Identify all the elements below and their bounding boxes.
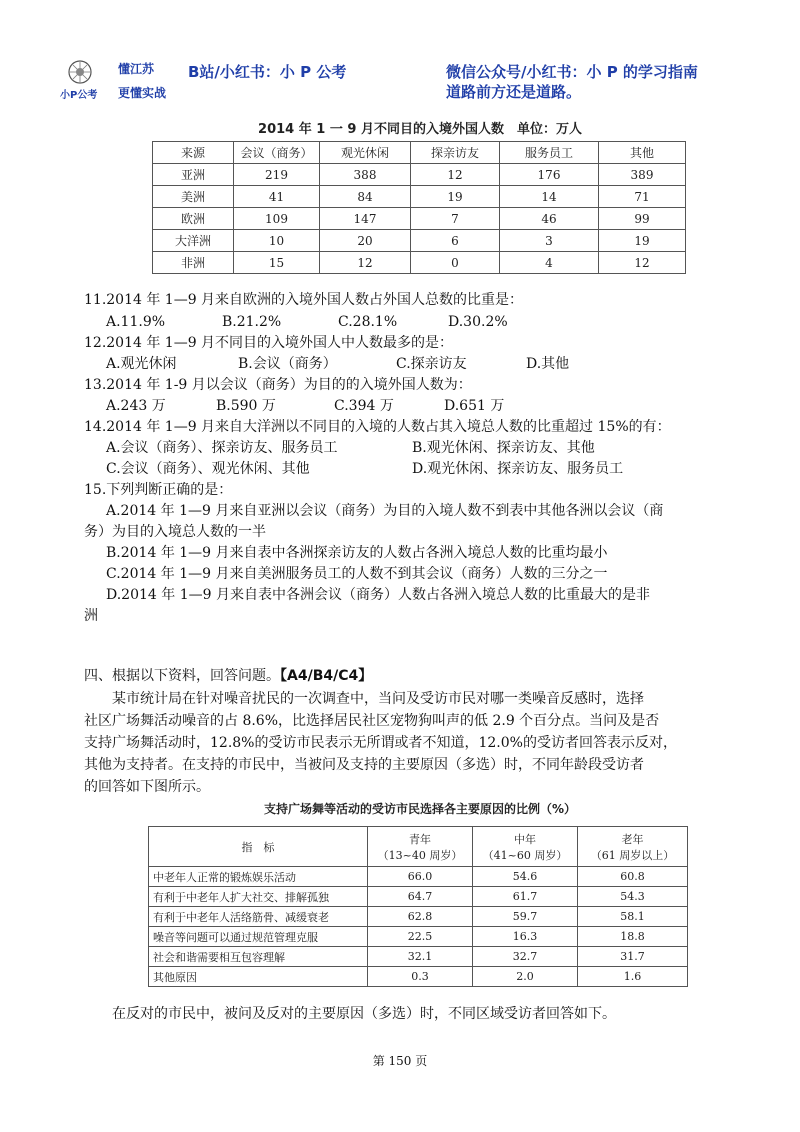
col-name: 中年 bbox=[514, 832, 536, 846]
table2-cell: 1.6 bbox=[578, 967, 688, 987]
table1-cell: 美洲 bbox=[153, 186, 234, 208]
page-number: 第 150 页 bbox=[372, 1054, 428, 1068]
header-right-line2: 道路前方还是道路。 bbox=[446, 83, 582, 101]
table2-cell: 16.3 bbox=[473, 927, 578, 947]
section4-title: 四、根据以下资料，回答问题。 bbox=[84, 668, 280, 684]
table1-cell: 0 bbox=[411, 252, 500, 274]
header-left-text: B站/小红书：小 P 公考 bbox=[188, 63, 347, 81]
table1-cell: 46 bbox=[500, 208, 599, 230]
table1-cell: 147 bbox=[320, 208, 411, 230]
logo-brand: 小P公考 bbox=[60, 90, 98, 101]
table2-header-index: 指 标 bbox=[149, 827, 368, 867]
q11-option-a: A.11.9% bbox=[106, 314, 166, 330]
table1-cell: 99 bbox=[599, 208, 686, 230]
table2-cell: 有利于中老年人活络筋骨、减缓衰老 bbox=[149, 907, 368, 927]
table2-cell: 54.3 bbox=[578, 887, 688, 907]
q12-option-d: D.其他 bbox=[526, 356, 570, 372]
q13-option-b: B.590 万 bbox=[216, 398, 276, 414]
table1-cell: 大洋洲 bbox=[153, 230, 234, 252]
q15-option-c: C.2014 年 1—9 月来自美洲服务员工的人数不到其会议（商务）人数的三分之一 bbox=[106, 566, 608, 582]
para-line: 社区广场舞活动噪音的占 8.6%，比选择居民社区宠物狗叫声的低 2.9 个百分点。当问及是否 bbox=[84, 713, 660, 729]
table2-cell: 32.7 bbox=[473, 947, 578, 967]
q13-option-a: A.243 万 bbox=[106, 398, 166, 414]
q11-option-c: C.28.1% bbox=[338, 314, 398, 330]
col-name: 青年 bbox=[409, 832, 431, 846]
para-line: 某市统计局在针对噪音扰民的一次调查中，当问及受访市民对哪一类噪音反感时，选择 bbox=[112, 691, 644, 707]
q14-stem: 14.2014 年 1—9 月来自大洋洲以不同目的入境的人数占其入境总人数的比重超过 15%的有： bbox=[84, 419, 671, 435]
table1-header-cell: 其他 bbox=[599, 142, 686, 164]
table1-cell: 19 bbox=[411, 186, 500, 208]
col-sub: （61 周岁以上） bbox=[590, 848, 675, 862]
logo-icon bbox=[58, 58, 102, 88]
q14-option-d: D.观光休闲、探亲访友、服务员工 bbox=[412, 461, 624, 477]
q12-options bbox=[106, 354, 569, 375]
q14-options-row1 bbox=[106, 438, 595, 459]
closing-sentence: 在反对的市民中，被问及反对的主要原因（多选）时，不同区域受访者回答如下。 bbox=[112, 1006, 616, 1022]
table-row bbox=[149, 907, 688, 927]
col-sub: （41~60 周岁） bbox=[482, 848, 568, 862]
section4-heading bbox=[84, 666, 372, 687]
table1-cell: 84 bbox=[320, 186, 411, 208]
table2-header-col bbox=[473, 827, 578, 867]
table2-cell: 66.0 bbox=[368, 867, 473, 887]
q11-option-b: B.21.2% bbox=[222, 314, 282, 330]
table1-cell: 非洲 bbox=[153, 252, 234, 274]
table2-cell: 62.8 bbox=[368, 907, 473, 927]
table1-header-cell: 探亲访友 bbox=[411, 142, 500, 164]
table2-caption: 支持广场舞等活动的受访市民选择各主要原因的比例（%） bbox=[263, 802, 577, 816]
table2-cell: 64.7 bbox=[368, 887, 473, 907]
table1-cell: 欧洲 bbox=[153, 208, 234, 230]
table1-cell: 41 bbox=[234, 186, 320, 208]
table2-cell: 32.1 bbox=[368, 947, 473, 967]
logo-line2: 更懂实战 bbox=[118, 86, 167, 100]
table2-cell: 22.5 bbox=[368, 927, 473, 947]
table2-cell: 31.7 bbox=[578, 947, 688, 967]
q14-options-row2 bbox=[106, 459, 623, 480]
table1-cell: 12 bbox=[320, 252, 411, 274]
table1-header-cell: 服务员工 bbox=[500, 142, 599, 164]
table1-cell: 12 bbox=[599, 252, 686, 274]
col-name: 老年 bbox=[621, 832, 644, 846]
table1-cell: 71 bbox=[599, 186, 686, 208]
col-sub: （13~40 周岁） bbox=[377, 848, 463, 862]
table-row bbox=[153, 230, 686, 252]
table-row bbox=[149, 967, 688, 987]
table1-cell: 389 bbox=[599, 164, 686, 186]
table-row bbox=[149, 947, 688, 967]
table-row bbox=[149, 927, 688, 947]
table1-cell: 6 bbox=[411, 230, 500, 252]
table-row bbox=[153, 208, 686, 230]
q12-option-c: C.探亲访友 bbox=[396, 356, 467, 372]
q14-option-c: C.会议（商务）、观光休闲、其他 bbox=[106, 461, 310, 477]
q11-options bbox=[106, 312, 508, 333]
q13-stem: 13.2014 年 1-9 月以会议（商务）为目的的入境外国人数为： bbox=[84, 377, 472, 393]
q14-option-b: B.观光休闲、探亲访友、其他 bbox=[412, 440, 595, 456]
table1-cell: 109 bbox=[234, 208, 320, 230]
table2-cell: 60.8 bbox=[578, 867, 688, 887]
logo bbox=[58, 58, 102, 88]
table2-cell: 0.3 bbox=[368, 967, 473, 987]
para-line: 的回答如下图所示。 bbox=[84, 779, 210, 795]
q11-option-d: D.30.2% bbox=[448, 314, 508, 330]
q13-option-d: D.651 万 bbox=[444, 398, 505, 414]
table1-cell: 14 bbox=[500, 186, 599, 208]
table1-cell: 4 bbox=[500, 252, 599, 274]
table1-cell: 219 bbox=[234, 164, 320, 186]
table1-cell: 7 bbox=[411, 208, 500, 230]
table1-cell: 10 bbox=[234, 230, 320, 252]
q12-option-b: B.会议（商务） bbox=[238, 356, 337, 372]
table1 bbox=[152, 141, 686, 274]
table2-header-col bbox=[578, 827, 688, 867]
table2-cell: 58.1 bbox=[578, 907, 688, 927]
q15-stem: 15.下列判断正确的是： bbox=[84, 482, 233, 498]
logo-line1: 懂江苏 bbox=[118, 62, 155, 76]
table1-cell: 3 bbox=[500, 230, 599, 252]
table1-header-cell: 来源 bbox=[153, 142, 234, 164]
table1-cell: 15 bbox=[234, 252, 320, 274]
table2 bbox=[148, 826, 688, 987]
table-row bbox=[149, 887, 688, 907]
q15-option-a-line2: 务）为目的入境总人数的一半 bbox=[84, 524, 266, 540]
table2-cell: 社会和谐需要相互包容理解 bbox=[149, 947, 368, 967]
q13-options bbox=[106, 396, 504, 417]
q12-option-a: A.观光休闲 bbox=[106, 356, 177, 372]
section4-tag: 【A4/B4/C4】 bbox=[280, 668, 373, 684]
para-line: 支持广场舞活动时，12.8%的受访市民表示无所谓或者不知道，12.0%的受访者回答表示反对， bbox=[84, 735, 677, 751]
table2-header-col bbox=[368, 827, 473, 867]
header-right-line1: 微信公众号/小红书：小 P 的学习指南 bbox=[446, 63, 698, 81]
table2-cell: 54.6 bbox=[473, 867, 578, 887]
section4-paragraph bbox=[84, 688, 724, 798]
table1-cell: 19 bbox=[599, 230, 686, 252]
q15-option-d-line1: D.2014 年 1—9 月来自表中各洲会议（商务）人数占各洲入境总人数的比重最大的是非 bbox=[106, 587, 650, 603]
q15-option-d-line2: 洲 bbox=[84, 608, 98, 624]
table2-cell: 有利于中老年人扩大社交、排解孤独 bbox=[149, 887, 368, 907]
table2-cell: 其他原因 bbox=[149, 967, 368, 987]
table1-header-cell: 会议（商务） bbox=[234, 142, 320, 164]
table2-cell: 18.8 bbox=[578, 927, 688, 947]
q12-stem: 12.2014 年 1—9 月不同目的入境外国人中人数最多的是： bbox=[84, 335, 454, 351]
table1-cell: 12 bbox=[411, 164, 500, 186]
q15-option-a-line1: A.2014 年 1—9 月来自亚洲以会议（商务）为目的入境人数不到表中其他各洲以会议（商 bbox=[106, 503, 664, 519]
table1-cell: 176 bbox=[500, 164, 599, 186]
table1-header-cell: 观光休闲 bbox=[320, 142, 411, 164]
table-row bbox=[153, 164, 686, 186]
para-line: 其他为支持者。在支持的市民中，当被问及支持的主要原因（多选）时，不同年龄段受访者 bbox=[84, 757, 644, 773]
table-row bbox=[153, 186, 686, 208]
table2-cell: 59.7 bbox=[473, 907, 578, 927]
table1-cell: 亚洲 bbox=[153, 164, 234, 186]
table1-cell: 388 bbox=[320, 164, 411, 186]
table-row bbox=[149, 867, 688, 887]
q14-option-a: A.会议（商务）、探亲访友、服务员工 bbox=[106, 440, 338, 456]
table1-header-row bbox=[153, 142, 686, 164]
table1-cell: 20 bbox=[320, 230, 411, 252]
table2-cell: 2.0 bbox=[473, 967, 578, 987]
table-row bbox=[153, 252, 686, 274]
q15-option-b: B.2014 年 1—9 月来自表中各洲探亲访友的人数占各洲入境总人数的比重均最小 bbox=[106, 545, 608, 561]
q11-stem: 11.2014 年 1—9 月来自欧洲的入境外国人数占外国人总数的比重是： bbox=[84, 292, 524, 308]
table1-caption: 2014 年 1 一 9 月不同目的入境外国人数 单位：万人 bbox=[258, 122, 582, 137]
q13-option-c: C.394 万 bbox=[334, 398, 394, 414]
table2-cell: 中老年人正常的锻炼娱乐活动 bbox=[149, 867, 368, 887]
table2-cell: 61.7 bbox=[473, 887, 578, 907]
table2-header-row bbox=[149, 827, 688, 867]
table2-cell: 噪音等问题可以通过规范管理克服 bbox=[149, 927, 368, 947]
